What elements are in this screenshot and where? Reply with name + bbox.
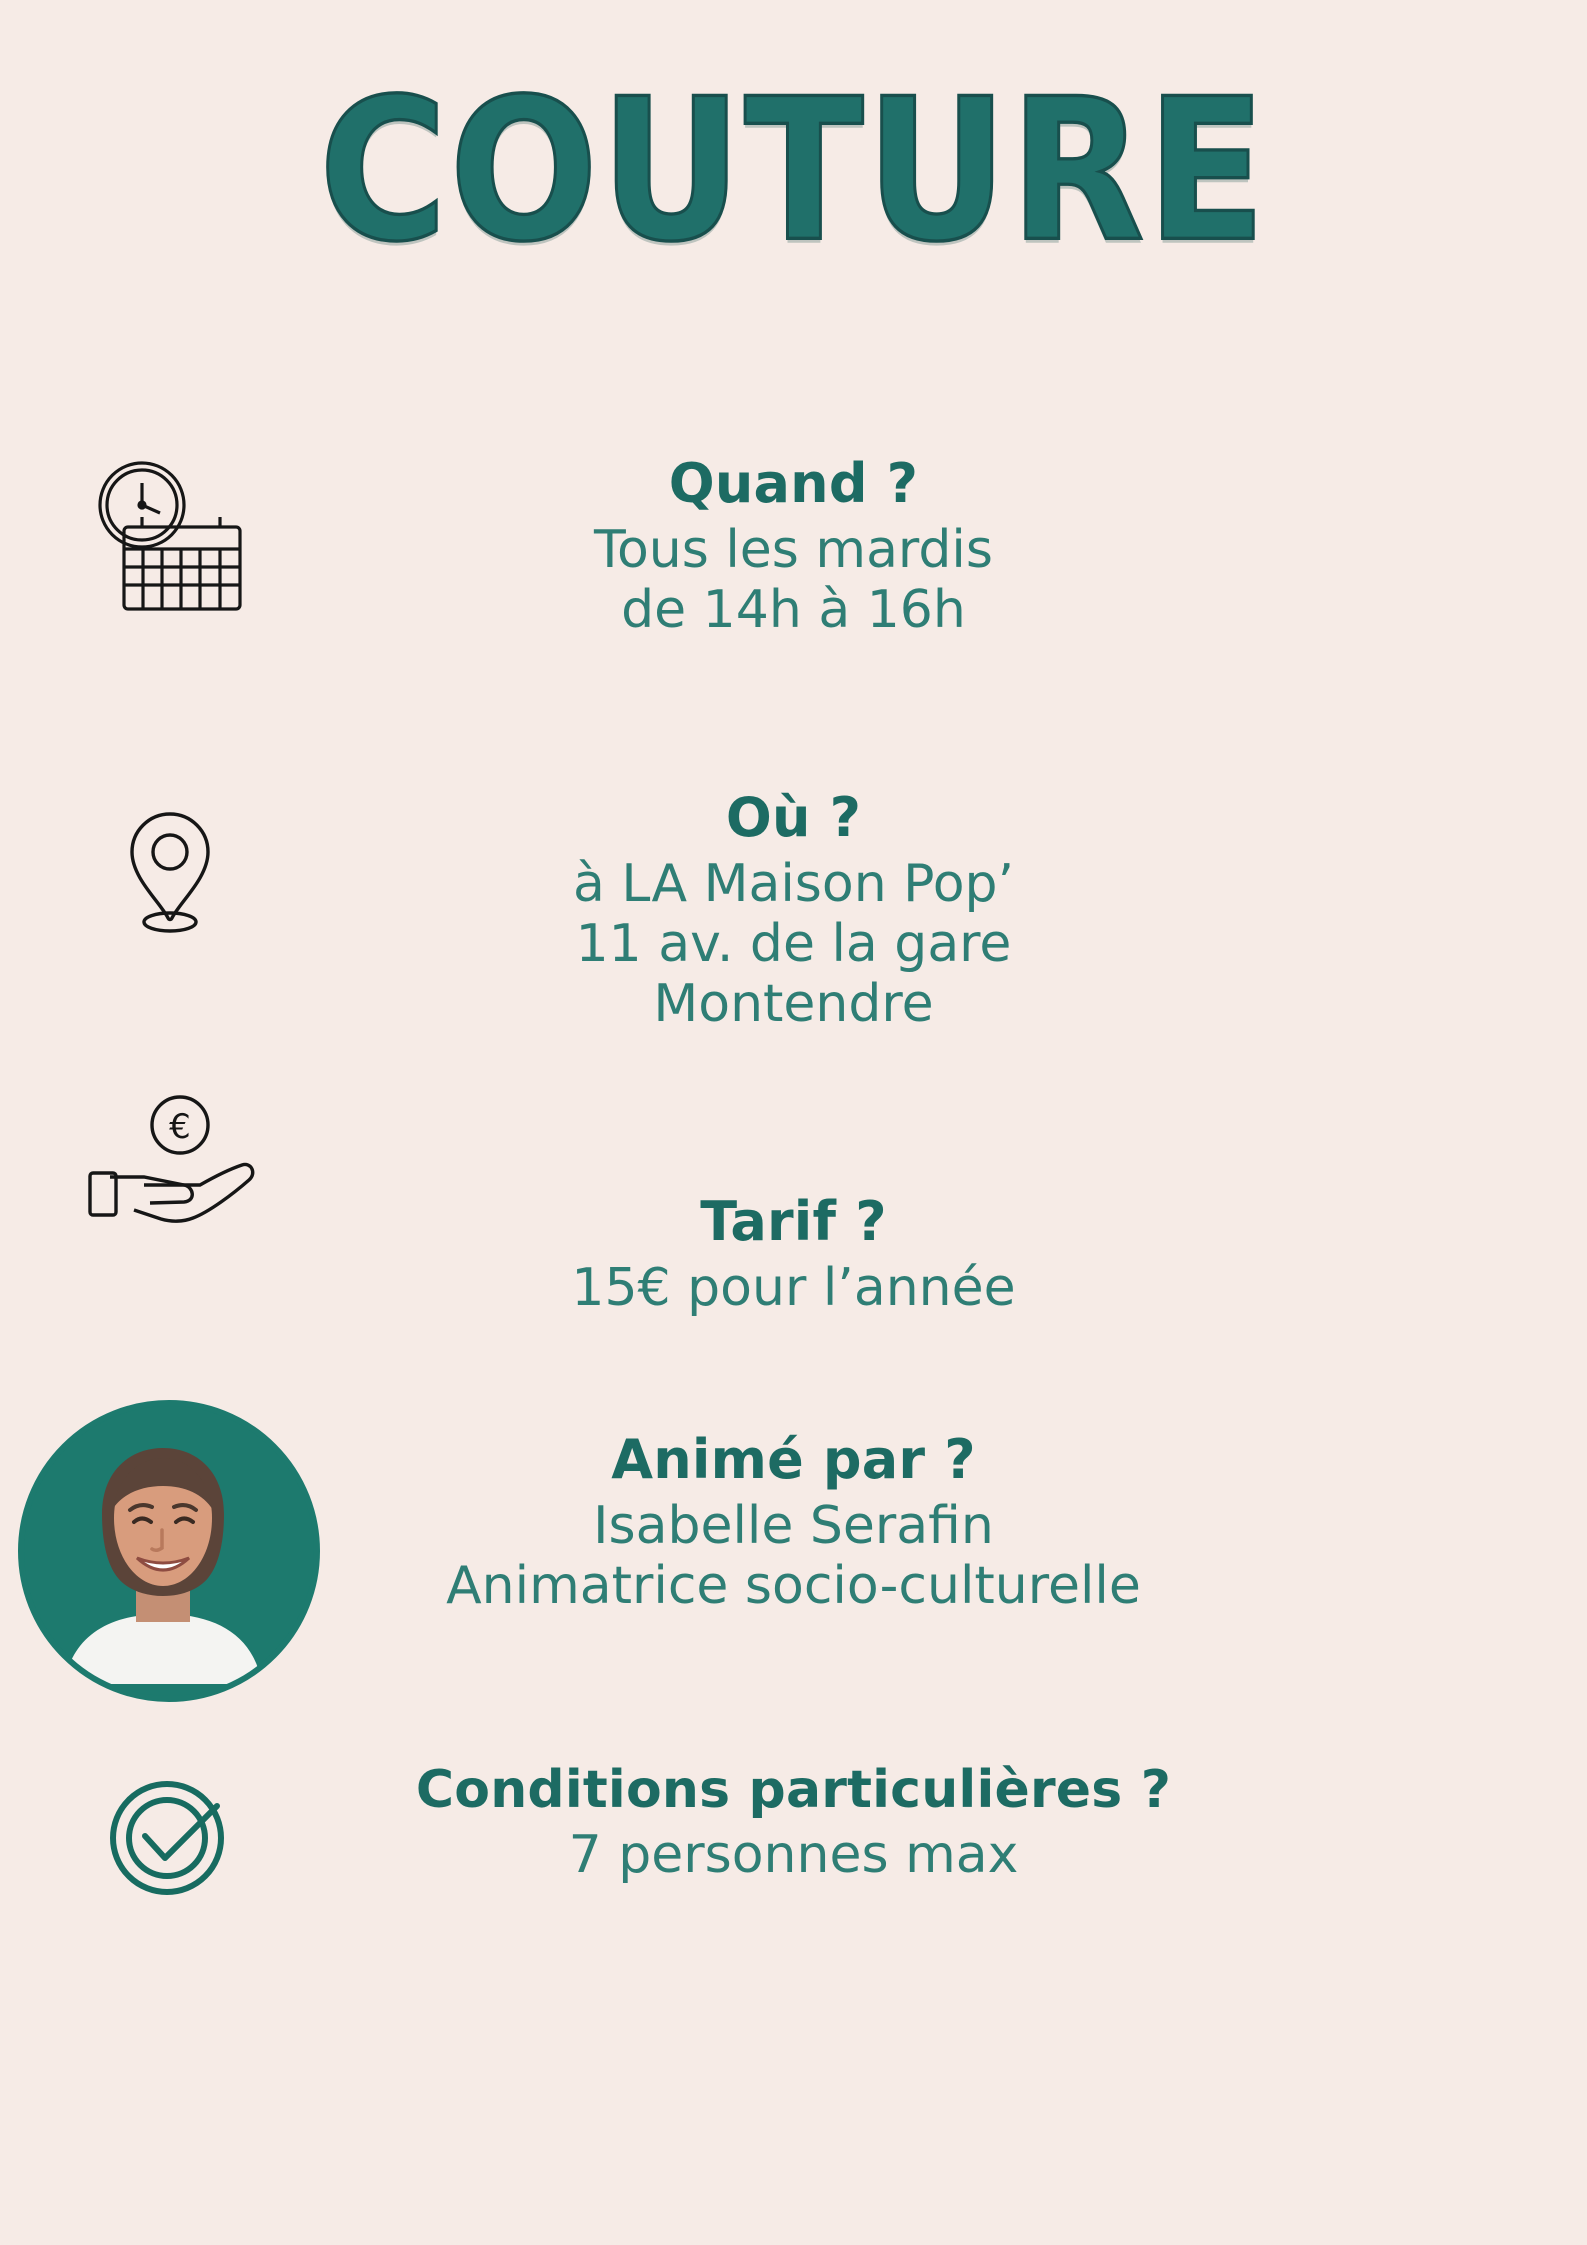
section-where-heading: Où ? (725, 786, 862, 849)
svg-text:€: € (169, 1107, 191, 1147)
section-when-line-1: Tous les mardis (594, 519, 993, 580)
section-host (0, 1428, 1587, 1616)
section-price (0, 1190, 1587, 1318)
section-when-line-2: de 14h à 16h (621, 580, 966, 641)
section-host-heading: Animé par ? (611, 1428, 976, 1491)
section-where-line-2: 11 av. de la gare (575, 914, 1012, 975)
section-where-line-3: Montendre (653, 974, 934, 1035)
section-host-line-2: Animatrice socio-culturelle (446, 1556, 1141, 1617)
section-conditions-heading: Conditions particulières ? (415, 1760, 1172, 1820)
section-host-line-1: Isabelle Serafin (593, 1495, 994, 1556)
section-when-heading: Quand ? (668, 452, 919, 515)
section-when (0, 452, 1587, 640)
page-title: COUTURE (318, 58, 1269, 286)
section-where (0, 786, 1587, 1035)
section-price-heading: Tarif ? (700, 1190, 887, 1253)
section-conditions (0, 1760, 1587, 1886)
section-where-line-1: à LA Maison Pop’ (572, 853, 1015, 914)
section-conditions-line-1: 7 personnes max (568, 1825, 1019, 1886)
section-price-line-1: 15€ pour l’année (571, 1257, 1016, 1318)
